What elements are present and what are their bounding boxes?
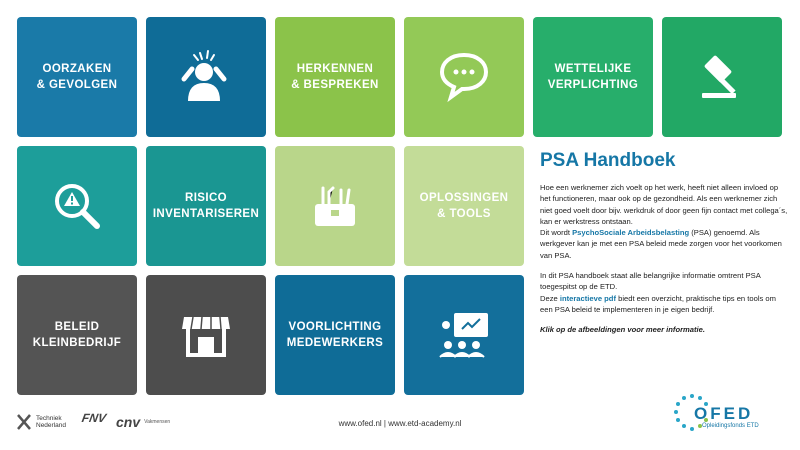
info-p2-text: In dit PSA handboek staat alle belangrijke informatie omtrent PSA toegespitst op de ETD. <box>540 271 761 292</box>
tile-gavel-icon[interactable] <box>662 17 782 137</box>
tile-risico-inventariseren[interactable] <box>146 146 266 266</box>
tile-wettelijke-verplichting[interactable] <box>533 17 653 137</box>
tile-wettelijke-label: WETTELIJKE VERPLICHTING <box>547 63 639 91</box>
fnv-logo: FNV <box>80 411 108 425</box>
tile-oorzaken-gevolgen[interactable] <box>17 17 137 137</box>
tile-herkennen-label: HERKENNEN & BESPREKEN <box>291 63 379 91</box>
tile-oplossingen-label: OPLOSSINGEN & TOOLS <box>419 192 509 220</box>
cnv-text: cnv <box>116 414 141 430</box>
info-panel <box>540 150 790 345</box>
footer-links[interactable]: www.ofed.nl | www.etd-academy.nl <box>338 419 462 428</box>
speech-bubble-icon <box>434 49 494 105</box>
tile-risico-label: RISICO INVENTARISEREN <box>152 192 260 220</box>
cnv-sub: Vakmensen <box>144 419 171 425</box>
info-p2-text3: biedt een overzicht, praktische tips en tools om een PSA beleid te implementeren in je eigen bedrijf. <box>540 293 776 314</box>
techniek-line2: Nederland <box>36 422 66 429</box>
tile-voorlichting-medewerkers[interactable] <box>275 275 395 395</box>
presentation-icon <box>432 303 496 367</box>
tile-stress-icon[interactable] <box>146 17 266 137</box>
toolbox-icon <box>303 174 367 238</box>
ofed-sub: Opleidingsfonds ETD <box>702 423 759 429</box>
tile-voorlichting-label: VOORLICHTING MEDEWERKERS <box>286 321 384 349</box>
psa-term-highlight: PsychoSociale Arbeidsbelasting <box>572 228 690 238</box>
tile-beleid-kleinbedrijf[interactable] <box>17 275 137 395</box>
ofed-logo <box>672 390 782 438</box>
tile-chat-icon[interactable] <box>404 17 524 137</box>
tile-beleid-label: BELEID KLEINBEDRIJF <box>32 321 122 349</box>
tile-search-icon[interactable] <box>17 146 137 266</box>
stressed-person-icon <box>174 45 238 109</box>
tile-oorzaken-label: OORZAKEN & GEVOLGEN <box>36 63 118 91</box>
info-p1-text2: Dit wordt <box>540 228 573 238</box>
storefront-icon <box>174 303 238 367</box>
tile-presentation-icon[interactable] <box>404 275 524 395</box>
info-p1-text3: (PSA) genoemd. Als werkgever kan je met een PSA beleid mede zorgen voor het voorkomen van PSA. <box>540 228 782 260</box>
tile-oplossingen-tools[interactable] <box>404 146 524 266</box>
ofed-text: OFED <box>694 404 754 423</box>
info-paragraph-1 <box>540 182 790 261</box>
interactive-pdf-highlight: interactieve pdf <box>559 293 616 303</box>
tile-toolbox-icon[interactable] <box>275 146 395 266</box>
click-hint: Klik op de afbeeldingen voor meer informatie. <box>540 325 705 335</box>
page-title: PSA Handboek <box>540 150 676 171</box>
info-paragraph-2 <box>540 270 790 315</box>
info-p2-text2: Deze <box>540 293 560 303</box>
info-p1-text: Hoe een werknemer zich voelt op het werk, heeft niet alleen invloed op het functioneren, maar ook op de gezondheid. Als een werknemer zich niet goed voelt door bijv. werkdruk of door geen fijn contact met collega´s, kan er werkstress ontstaan. <box>540 183 788 226</box>
magnifier-warning-icon <box>45 174 109 238</box>
techniek-line1: Techniek <box>36 415 62 422</box>
gavel-icon <box>692 49 752 105</box>
tile-herkennen-bespreken[interactable] <box>275 17 395 137</box>
tile-shop-icon[interactable] <box>146 275 266 395</box>
